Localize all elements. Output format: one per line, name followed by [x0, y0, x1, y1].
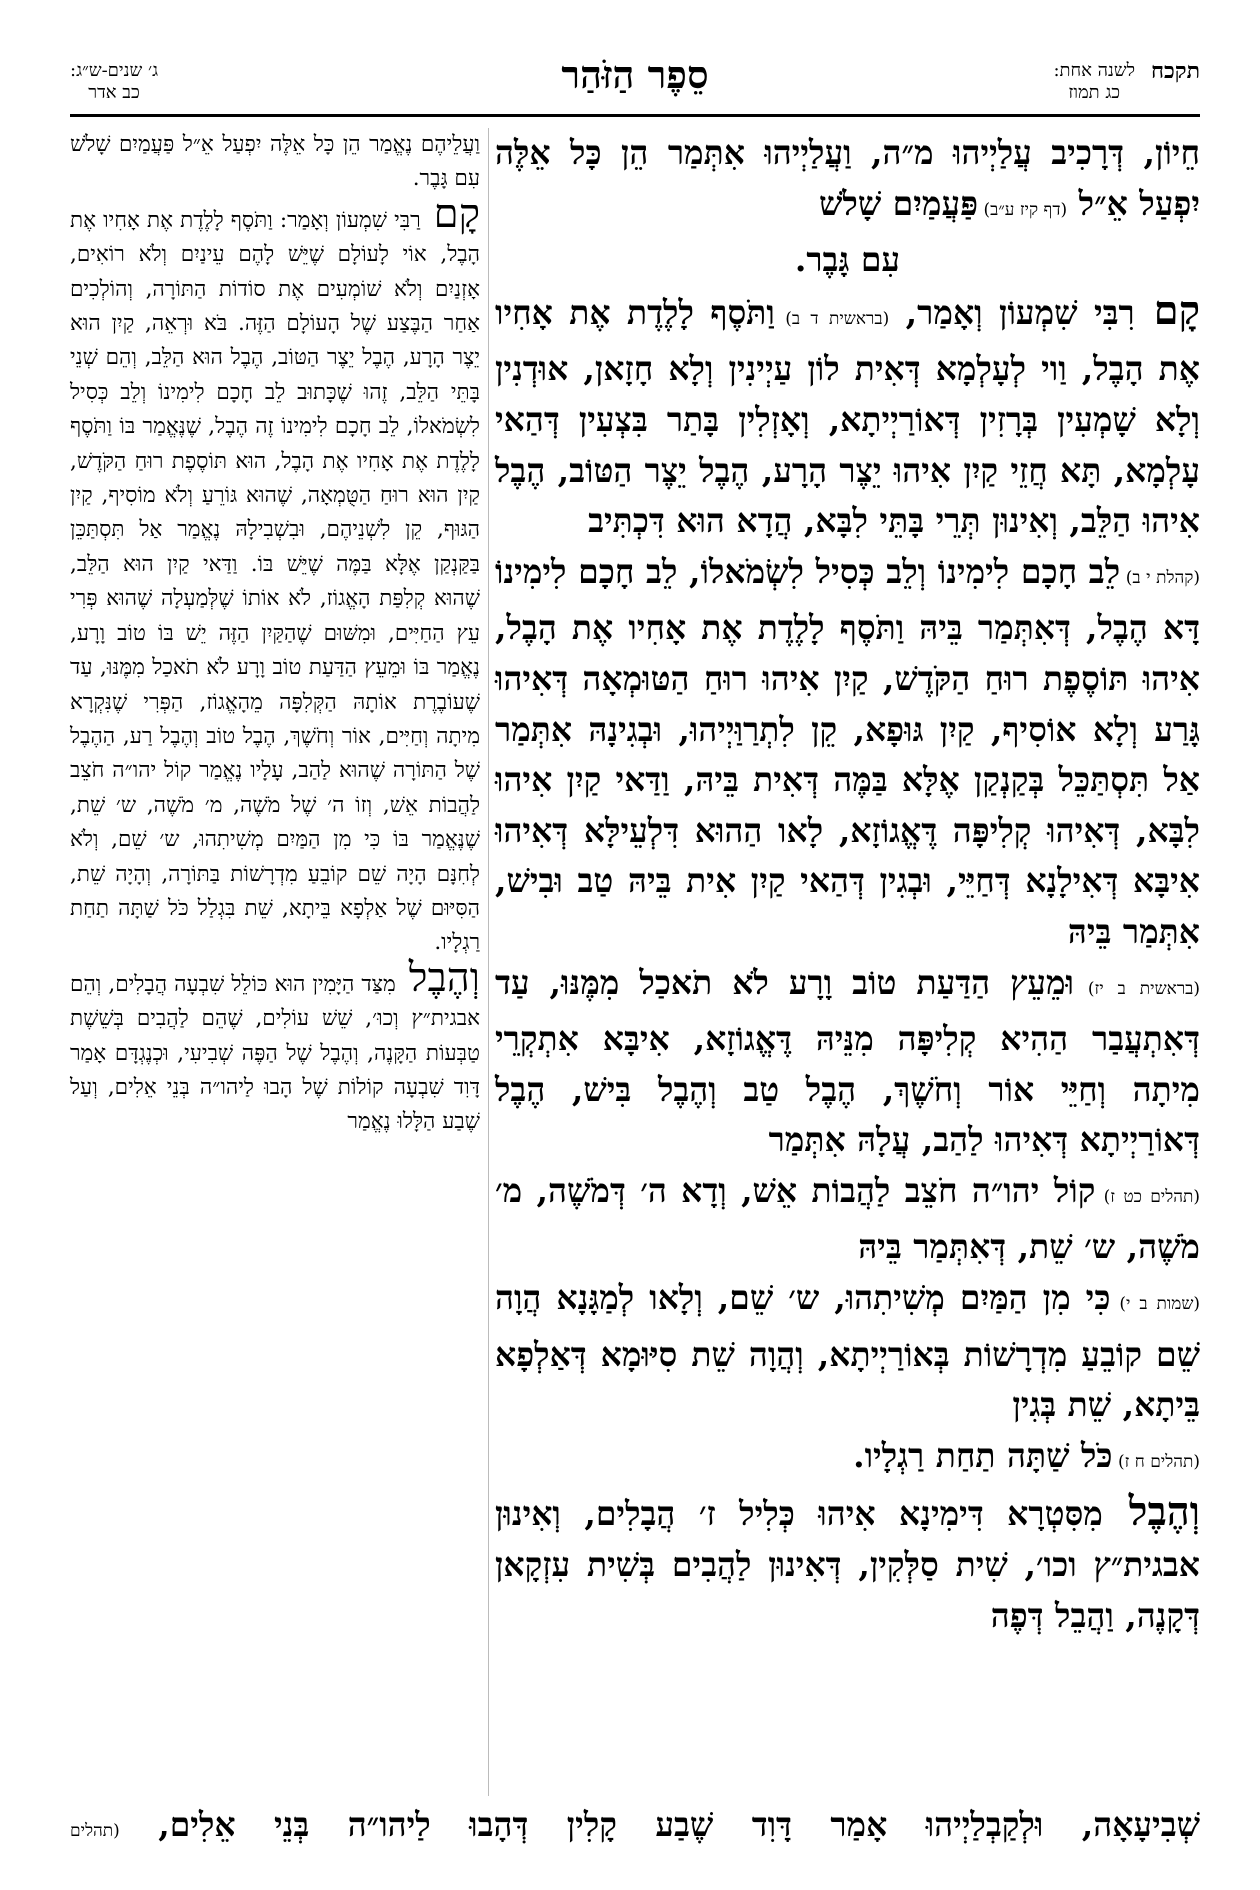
aramaic-text: כֹּל שַׁתָּה תַחַת רַגְלָיו.	[853, 1435, 1113, 1475]
aramaic-paragraph	[495, 958, 1200, 1166]
aramaic-source-ref: (תהלים כט ז)	[1095, 1186, 1200, 1207]
aramaic-lead-word: וְהֶבֶל	[1102, 1488, 1201, 1536]
header-rule	[70, 114, 1200, 117]
aramaic-text: חֵיוֹן, דְּרָכִיב עֲלַיְיהוּ מ״ה, וַעֲלַיְיהוּ אִתְּמַר הֵן כָּל אֵלֶּה יִפְעַל אֵ״ל	[495, 133, 1200, 223]
aramaic-paragraph	[495, 235, 1200, 286]
aramaic-source-ref: (שמות ב י)	[1110, 1294, 1200, 1315]
hebrew-text: מִצַּד הַיָּמִין הוּא כּוֹלֵל שִׁבְעָה הֲבָלִים, וְהֵם אבגית״ץ וְכוּ׳, שֵׁשׁ עוֹלִים, שֶׁהֵם לַהֲבִים בְּשֵׁשֶׁת טַבְּעוֹת הַקָּנֶה, וְהֶבֶל שֶׁל הַפֶּה שְׁבִיעִי, וּכְנֶגְדָּם אָמַר דָּוִד שִׁבְעָה קוֹלוֹת שֶׁל הָבוּ לַיהו״ה בְּנֵי אֵלִים, וְעַל שֶׁבַע הַלָּלוּ נֶאֱמַר	[70, 971, 480, 1135]
hebrew-lead-word: וְהֶבֶל	[395, 954, 480, 1001]
page-title: סֵפֶר הַזֹּהַר	[561, 52, 709, 97]
aramaic-paragraph	[495, 128, 1200, 235]
aramaic-text: לֵב חָכָם לִימִינוֹ וְלֵב כְּסִיל לִשְׂמֹאלוֹ, לֵב חָכָם לִימִינוֹ דָּא הֶבֶל, דְּאִתְּמַר בֵּיהּ וַתֹּסֶף לָלֶדֶת אֶת אָחִיו אֶת הָבֶל, אִיהוּ תּוֹסֶפֶת רוּחַ הַקֹּדֶשׁ, קַיִן אִיהוּ רוּחַ הַטּוּמְאָה דְּאִיהוּ גָּרַע וְלָא אוֹסִיף, קַיִן גּוּפָא, קֵן לִתְרַוַּיְיהוּ, וּבְגִינָהּ אִתְּמַר אַל תִּסְתַּכֵּל בְּקַנְקַן אֶלָּא בַּמֶּה דְּאִית בֵּיהּ, וַדַּאי קַיִן אִיהוּ לִבָּא, דְּאִיהוּ קְלִיפָּה דֶּאֱגוֹזָא, לָאו הַהוּא דִּלְעֵילָּא דְּאִיהוּ אִיבָּא דְּאִילָנָא דְּחַיֵּי, וּבְגִין דְּהַאי קַיִן אִית בֵּיהּ טַב וּבִישׁ, אִתְּמַר בֵּיהּ	[495, 551, 1200, 951]
aramaic-source-ref: (דף קיז ע״ב)	[978, 199, 1068, 220]
aramaic-source-ref: (בראשית ב יז)	[1073, 978, 1200, 999]
aramaic-source-ref: (קהלת י ב)	[1120, 567, 1201, 588]
hebrew-paragraph	[70, 190, 480, 961]
aramaic-paragraph	[495, 1431, 1200, 1488]
column-divider	[488, 128, 489, 1796]
aramaic-paragraph	[495, 286, 1200, 547]
aramaic-lead-word: קָם	[1134, 286, 1201, 334]
aramaic-paragraph	[495, 1487, 1200, 1641]
header-left	[70, 60, 158, 104]
header-right-line1: לשנה אחת:	[1053, 60, 1136, 81]
header-left-line1: ג׳ שנים-ש״ג:	[70, 60, 159, 81]
header-right	[1053, 60, 1200, 104]
hebrew-paragraph	[70, 954, 480, 1140]
aramaic-source-ref: (בראשית ד ב)	[774, 308, 890, 329]
bottom-line-text: שְׁבִיעָאָה, וּלְקַבְלַיְיהוּ אָמַר דָּוִד שֶׁבַע קָלִין דְּהָבוּ לַיהו״ה בְּנֵי אֵלִים,	[158, 1805, 1200, 1844]
page-header	[70, 52, 1200, 118]
header-right-block	[1053, 60, 1135, 104]
aramaic-paragraph	[495, 1166, 1200, 1273]
aramaic-text: עִם גָּבֶר.	[794, 240, 901, 280]
aramaic-column	[495, 128, 1200, 1798]
bottom-line-ref: (תהלים	[70, 1821, 120, 1841]
aramaic-text: מִסִּטְרָא דִּימִינָא אִיהוּ כְּלִיל ז׳ הֲבָלִים, וְאִינוּן אבגית״ץ וכו׳, שִׁית סַלְּקִין, דְּאִינוּן לַהֲבִים בְּשִׁית עִזְקָאן דְּקָנֶה, וַהֲבֵל דְּפֶה	[495, 1494, 1200, 1635]
aramaic-paragraph	[495, 1273, 1200, 1431]
hebrew-paragraph	[70, 128, 480, 197]
aramaic-text: רִבִּי שִׁמְעוֹן וְאָמַר,	[889, 292, 1135, 332]
aramaic-paragraph	[495, 547, 1200, 958]
header-left-line2: כב אדר	[88, 82, 140, 103]
page-number: תקכח	[1151, 58, 1200, 84]
aramaic-source-ref: (תהלים ח ז)	[1112, 1451, 1200, 1472]
bottom-line	[70, 1800, 1200, 1856]
hebrew-lead-word: קָם	[420, 190, 480, 237]
hebrew-text: רַבִּי שִׁמְעוֹן וְאָמַר: וַתֹּסֶף לָלֶדֶת אֶת אָחִיו אֶת הָבֶל, אוֹי לָעוֹלָם שֶׁיֵּשׁ לָהֶם עֵינַיִם וְלֹא רוֹאִים, אָזְנַיִם וְלֹא שׁוֹמְעִים אֶת סוֹדוֹת הַתּוֹרָה, וְהוֹלְכִים אַחַר הַבֶּצַע שֶׁל הָעוֹלָם הַזֶּה. בֹּא וּרְאֵה, קַיִן הוּא יֵצֶר הָרָע, הֶבֶל יֵצֶר הַטּוֹב, הֶבֶל הוּא הַלֵּב, וְהֵם שְׁנֵי בָּתֵּי הַלֵּב, זֶהוּ שֶׁכָּתוּב לֵב חָכָם לִימִינוֹ וְלֵב כְּסִיל לִשְׂמֹאלוֹ, לֵב חָכָם לִימִינוֹ זֶה הֶבֶל, שֶׁנֶּאֱמַר בּוֹ וַתֹּסֶף לָלֶדֶת אֶת אָחִיו אֶת הָבֶל, הוּא תּוֹסֶפֶת רוּחַ הַקֹּדֶשׁ, קַיִן הוּא רוּחַ הַטֻּמְאָה, שֶׁהוּא גּוֹרֵעַ וְלֹא מוֹסִיף, קַיִן הַגּוּף, קֵן לִשְׁנֵיהֶם, וּבִשְׁבִילָהּ נֶאֱמַר אַל תִּסְתַּכֵּן בַּקַּנְקַן אֶלָּא בַּמֶּה שֶׁיֵּשׁ בּוֹ. וַדַּאי קַיִן הוּא הַלֵּב, שֶׁהוּא קְלִפַּת הָאֱגוֹז, לֹא אוֹתוֹ שֶׁלְּמַעְלָה שֶׁהוּא פְּרִי עֵץ הַחַיִּים, וּמִשּׁוּם שֶׁהַקַּיִן הַזֶּה יֵשׁ בּוֹ טוֹב וָרָע, נֶאֱמַר בּוֹ וּמֵעֵץ הַדַּעַת טוֹב וָרָע לֹא תֹאכַל מִמֶּנּוּ, עַד שֶׁעוֹבֶרֶת אוֹתָהּ הַקְּלִפָּה מֵהָאֱגוֹז, הַפְּרִי שֶׁנִּקְרָא מִיתָה וְחַיִּים, אוֹר וְחֹשֶׁךְ, הֶבֶל טוֹב וְהֶבֶל רַע, הַהֶבֶל שֶׁל הַתּוֹרָה שֶׁהוּא לַהַב, עָלָיו נֶאֱמַר קוֹל יהו״ה חֹצֵב לַהֲבוֹת אֵשׁ, וְזוֹ ה׳ שֶׁל מֹשֶׁה, מ׳ מֹשֶׁה, ש׳ שֵׁת, שֶׁנֶּאֱמַר בּוֹ כִּי מִן הַמַּיִם מְשִׁיתִהוּ, ש׳ שֵׁם, וְלֹא לְחִנָּם הָיָה שֵׁם קוֹבֵעַ מִדְרָשׁוֹת בַּתּוֹרָה, וְהָיָה שֵׁת, הַסִּיּוּם שֶׁל אַלְפָא בֵּיתָא, שֵׁת בִּגְלַל כֹּל שַׁתָּה תַחַת רַגְלָיו.	[70, 207, 480, 956]
hebrew-text: וַעֲלֵיהֶם נֶאֱמַר הֵן כָּל אֵלֶּה יִפְעַל אֵ״ל פַּעֲמַיִם שָׁלֹשׁ עִם גָּבֶר.	[70, 132, 480, 192]
aramaic-text: קוֹל יהו״ה חֹצֵב לַהֲבוֹת אֵשׁ, וְדָא ה׳ דְּמֹשֶׁה, מ׳ מֹשֶׁה, ש׳ שֵׁת, דְּאִתְּמַר בֵּיהּ	[495, 1170, 1200, 1267]
hebrew-translation-column	[70, 128, 480, 1808]
header-right-line2: כג תמוז	[1068, 82, 1121, 103]
aramaic-text: כִּי מִן הַמַּיִם מְשִׁיתִהוּ, ש׳ שֵׁם, וְלָאו לְמַגָּנָא הֲוָה שֵׁם קוֹבֵעַ מִדְרָשׁוֹת בְּאוֹרַיְיתָא, וְהֲוָה שֵׁת סִיּוּמָא דְּאַלְפָא בֵּיתָא, שֵׁת בְּגִין	[495, 1278, 1200, 1425]
aramaic-text: וּמֵעֵץ הַדַּעַת טוֹב וָרָע לֹא תֹאכַל מִמֶּנּוּ, עַד דְּאִתְעֲבַר הַהִיא קְלִיפָּה מִנֵּיהּ דֶּאֱגוֹזָא, אִיבָּא אִתְקְרֵי מִיתָה וְחַיֵּי אוֹר וְחֹשֶׁךְ, הֶבֶל טַב וְהֶבֶל בִּישׁ, הֶבֶל דְּאוֹרַיְיתָא דְּאִיהוּ לַהַב, עֲלָהּ אִתְּמַר	[495, 962, 1200, 1160]
aramaic-text: פַּעֲמַיִם שָׁלֹשׁ	[819, 183, 979, 223]
aramaic-text: וַתֹּסֶף לָלֶדֶת אֶת אָחִיו אֶת הָבֶל, וַוי לְעָלְמָא דְּאִית לוֹן עַיְינִין וְלָא חָזָאן, אוּדְנִין וְלָא שָׁמְעִין בְּרָזִין דְּאוֹרַיְיתָא, וְאָזְלִין בָּתַר בִּצְעִין דְּהַאי עָלְמָא, תָּא חֲזֵי קַיִן אִיהוּ יֵצֶר הָרָע, הֶבֶל יֵצֶר הַטּוֹב, הֶבֶל אִיהוּ הַלֵּב, וְאִינוּן תְּרֵי בָּתֵּי לִבָּא, הֲדָא הוּא דִּכְתִּיב	[495, 292, 1200, 541]
